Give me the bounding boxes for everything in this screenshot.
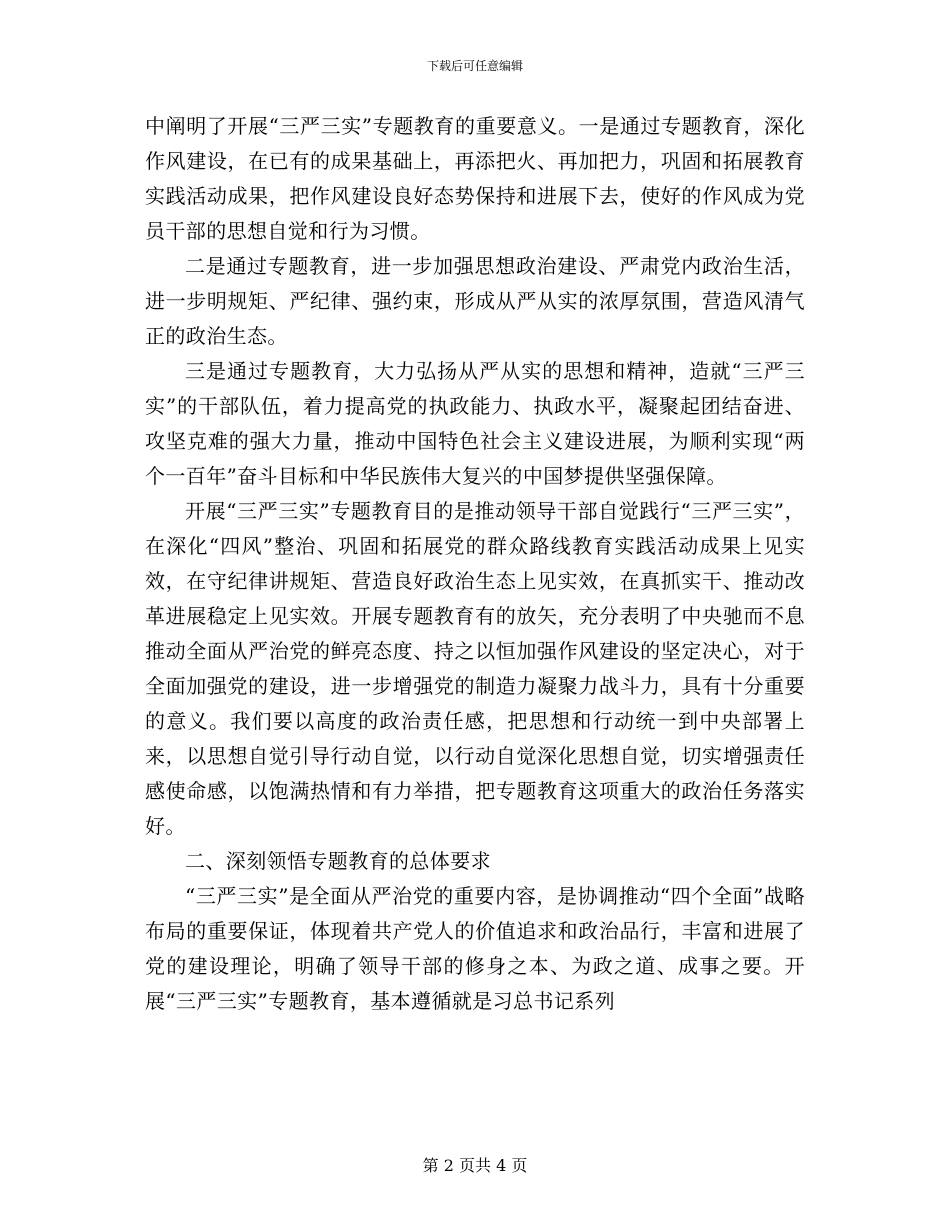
paragraph: 三是通过专题教育，大力弘扬从严从实的思想和精神，造就“三严三实”的干部队伍，着力提高党的执政能力、执政水平，凝聚起团结奋进、攻坚克难的强大力量，推动中国特色社会主义建设进展，为顺利实现“两个一百年”奋斗目标和中华民族伟大复兴的中国梦提供坚强保障。: [145, 359, 805, 488]
paragraph: 中阐明了开展“三严三实”专题教育的重要意义。一是通过专题教育，深化作风建设，在已有的成果基础上，再添把火、再加把力，巩固和拓展教育实践活动成果，把作风建设良好态势保持和进展下去，使好的作风成为党员干部的思想自觉和行为习惯。: [145, 114, 805, 243]
page-header: 下载后可任意编辑: [426, 59, 523, 73]
page-footer: 第 2 页共 4 页: [422, 1156, 528, 1175]
document-body: [145, 109, 805, 1019]
section-heading: 二、深刻领悟专题教育的总体要求: [185, 849, 491, 873]
paragraph: “三严三实”是全面从严治党的重要内容，是协调推动“四个全面”战略布局的重要保证，体现着共产党人的价值追求和政治品行，丰富和进展了党的建设理论，明确了领导干部的修身之本、为政之道、成事之要。开展“三严三实”专题教育，基本遵循就是习总书记系列: [145, 884, 805, 1013]
paragraph: 开展“三严三实”专题教育目的是推动领导干部自觉践行“三严三实”，在深化“四风”整治、巩固和拓展党的群众路线教育实践活动成果上见实效，在守纪律讲规矩、营造良好政治生态上见实效，在真抓实干、推动改革进展稳定上见实效。开展专题教育有的放矢，充分表明了中央驰而不息推动全面从严治党的鲜亮态度、持之以恒加强作风建设的坚定决心，对于全面加强党的建设，进一步增强党的制造力凝聚力战斗力，具有十分重要的意义。我们要以高度的政治责任感，把思想和行动统一到中央部署上来，以思想自觉引导行动自觉，以行动自觉深化思想自觉，切实增强责任感使命感，以饱满热情和有力举措，把专题教育这项重大的政治任务落实好。: [145, 499, 805, 838]
paragraph: 二是通过专题教育，进一步加强思想政治建设、严肃党内政治生活，进一步明规矩、严纪律、强约束，形成从严从实的浓厚氛围，营造风清气正的政治生态。: [145, 254, 805, 348]
